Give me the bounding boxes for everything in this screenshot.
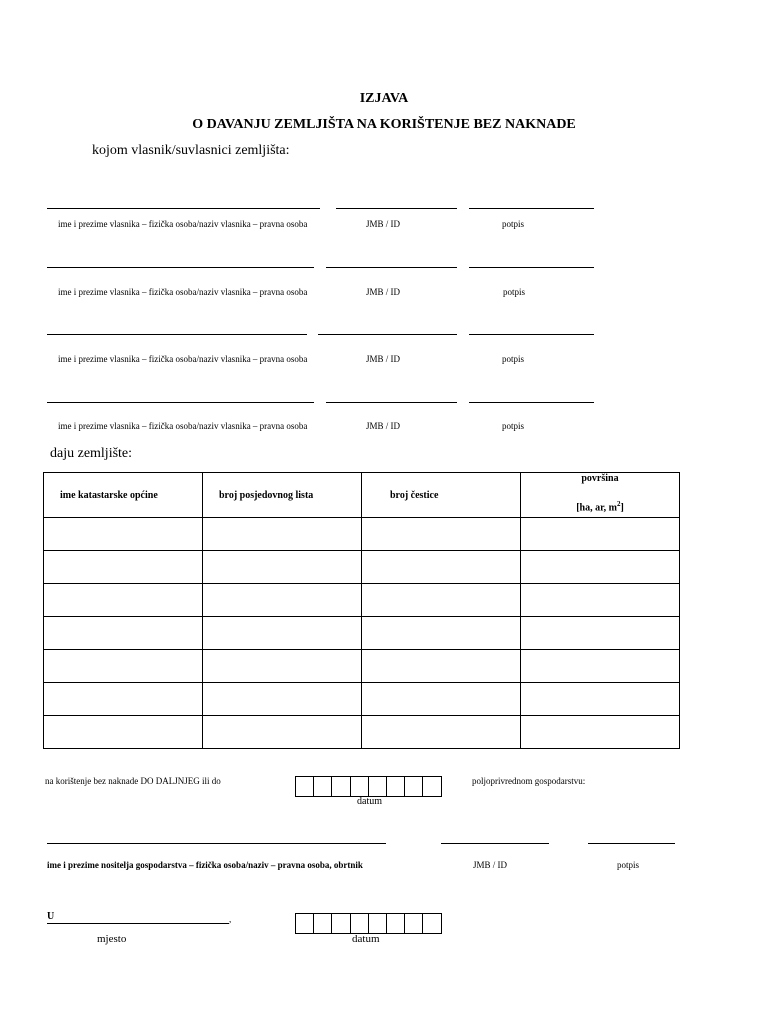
table-cell[interactable]	[362, 617, 521, 650]
table-header-row	[44, 473, 680, 518]
date-digit-box[interactable]	[423, 777, 440, 796]
document-subtitle: O DAVANJU ZEMLJIŠTA NA KORIŠTENJE BEZ NAKNADE	[192, 117, 576, 132]
area-unit-end: ]	[620, 502, 624, 514]
holder-name-label: ime i prezime nositelja gospodarstva – fizička osoba/naziv – pravna osoba, obrtnik	[47, 860, 363, 870]
table-cell[interactable]	[44, 518, 203, 551]
date-digit-box[interactable]	[351, 777, 369, 796]
table-cell[interactable]	[44, 617, 203, 650]
owner-sign-label: potpis	[502, 421, 525, 431]
table-cell[interactable]	[44, 683, 203, 716]
use-until-text: na korištenje bez naknade DO DALJNJEG ili do	[45, 776, 221, 786]
area-unit-text: [ha, ar, m	[576, 502, 617, 514]
land-table	[43, 472, 680, 749]
table-cell[interactable]	[203, 518, 362, 551]
table-cell[interactable]	[362, 683, 521, 716]
date-digit-box[interactable]	[405, 914, 423, 933]
owner-id-label: JMB / ID	[366, 354, 401, 364]
table-cell[interactable]	[203, 716, 362, 749]
table-cell[interactable]	[362, 584, 521, 617]
document-title: IZJAVA	[359, 91, 409, 106]
place-line[interactable]	[47, 923, 229, 924]
table-row	[44, 716, 680, 749]
date-digit-box[interactable]	[369, 914, 387, 933]
owner-name-line[interactable]	[47, 402, 314, 403]
date-digit-box[interactable]	[332, 914, 350, 933]
holder-sign-label: potpis	[617, 860, 640, 870]
table-cell[interactable]	[362, 551, 521, 584]
table-cell[interactable]	[44, 584, 203, 617]
holder-id-label: JMB / ID	[473, 860, 508, 870]
owner-id-label: JMB / ID	[366, 287, 401, 297]
header-possession-sheet: broj posjedovnog lista	[203, 473, 362, 518]
place-comma: ,	[229, 914, 232, 924]
date-digit-box[interactable]	[314, 777, 332, 796]
place-date-label: datum	[352, 933, 380, 945]
date-digit-box[interactable]	[387, 914, 405, 933]
owner-name-line[interactable]	[47, 208, 320, 209]
owner-name-label: ime i prezime vlasnika – fizička osoba/naziv vlasnika – pravna osoba	[58, 421, 308, 431]
table-cell[interactable]	[203, 551, 362, 584]
table-cell[interactable]	[521, 551, 680, 584]
table-cell[interactable]	[521, 584, 680, 617]
date-digit-box[interactable]	[296, 914, 314, 933]
date-digit-box[interactable]	[387, 777, 405, 796]
owner-sign-line[interactable]	[469, 267, 594, 268]
owner-id-line[interactable]	[326, 267, 457, 268]
use-date-label: datum	[357, 796, 382, 807]
owner-id-line[interactable]	[326, 402, 457, 403]
table-cell[interactable]	[362, 650, 521, 683]
owner-sign-label: potpis	[502, 354, 525, 364]
header-area-unit	[521, 500, 679, 513]
date-digit-box[interactable]	[332, 777, 350, 796]
owner-sign-label: potpis	[502, 219, 525, 229]
table-cell[interactable]	[521, 683, 680, 716]
holder-id-line[interactable]	[441, 843, 549, 844]
table-row	[44, 551, 680, 584]
date-digit-box[interactable]	[405, 777, 423, 796]
owner-name-line[interactable]	[47, 267, 314, 268]
table-cell[interactable]	[44, 551, 203, 584]
owner-id-line[interactable]	[318, 334, 457, 335]
date-boxes[interactable]	[295, 776, 442, 797]
table-cell[interactable]	[521, 716, 680, 749]
header-parcel-number: broj čestice	[362, 473, 521, 518]
holder-sign-line[interactable]	[588, 843, 675, 844]
table-row	[44, 683, 680, 716]
table-cell[interactable]	[203, 617, 362, 650]
owner-sign-label: potpis	[503, 287, 526, 297]
table-row	[44, 518, 680, 551]
owner-name-label: ime i prezime vlasnika – fizička osoba/naziv vlasnika – pravna osoba	[58, 287, 308, 297]
farm-text: poljoprivrednom gospodarstvu:	[472, 776, 586, 786]
table-cell[interactable]	[362, 518, 521, 551]
table-row	[44, 650, 680, 683]
owner-id-label: JMB / ID	[366, 219, 401, 229]
intro-text: kojom vlasnik/suvlasnici zemljišta:	[92, 143, 290, 158]
header-cadastral-municipality: ime katastarske općine	[44, 473, 203, 518]
table-cell[interactable]	[521, 650, 680, 683]
table-cell[interactable]	[521, 617, 680, 650]
holder-name-line[interactable]	[47, 843, 386, 844]
header-area-label: površina	[581, 472, 619, 484]
give-land-text: daju zemljište:	[50, 446, 133, 461]
table-cell[interactable]	[44, 716, 203, 749]
table-cell[interactable]	[521, 518, 680, 551]
table-cell[interactable]	[203, 683, 362, 716]
table-row	[44, 617, 680, 650]
place-prefix: U	[47, 911, 55, 922]
owner-id-line[interactable]	[336, 208, 457, 209]
owner-sign-line[interactable]	[469, 402, 594, 403]
area-unit-sup: 2	[616, 499, 621, 508]
owner-name-line[interactable]	[47, 334, 307, 335]
table-row	[44, 584, 680, 617]
table-cell[interactable]	[203, 650, 362, 683]
date-digit-box[interactable]	[296, 777, 314, 796]
date-digit-box[interactable]	[423, 914, 440, 933]
owner-name-label: ime i prezime vlasnika – fizička osoba/naziv vlasnika – pravna osoba	[58, 219, 308, 229]
date-digit-box[interactable]	[369, 777, 387, 796]
date-digit-box[interactable]	[314, 914, 332, 933]
table-cell[interactable]	[44, 650, 203, 683]
owner-id-label: JMB / ID	[366, 421, 401, 431]
owner-sign-line[interactable]	[469, 208, 594, 209]
date-boxes[interactable]	[295, 913, 442, 934]
place-label: mjesto	[97, 933, 127, 945]
owner-sign-line[interactable]	[469, 334, 594, 335]
table-cell[interactable]	[203, 584, 362, 617]
date-digit-box[interactable]	[351, 914, 369, 933]
table-cell[interactable]	[362, 716, 521, 749]
header-area	[521, 473, 680, 518]
owner-name-label: ime i prezime vlasnika – fizička osoba/naziv vlasnika – pravna osoba	[58, 354, 308, 364]
